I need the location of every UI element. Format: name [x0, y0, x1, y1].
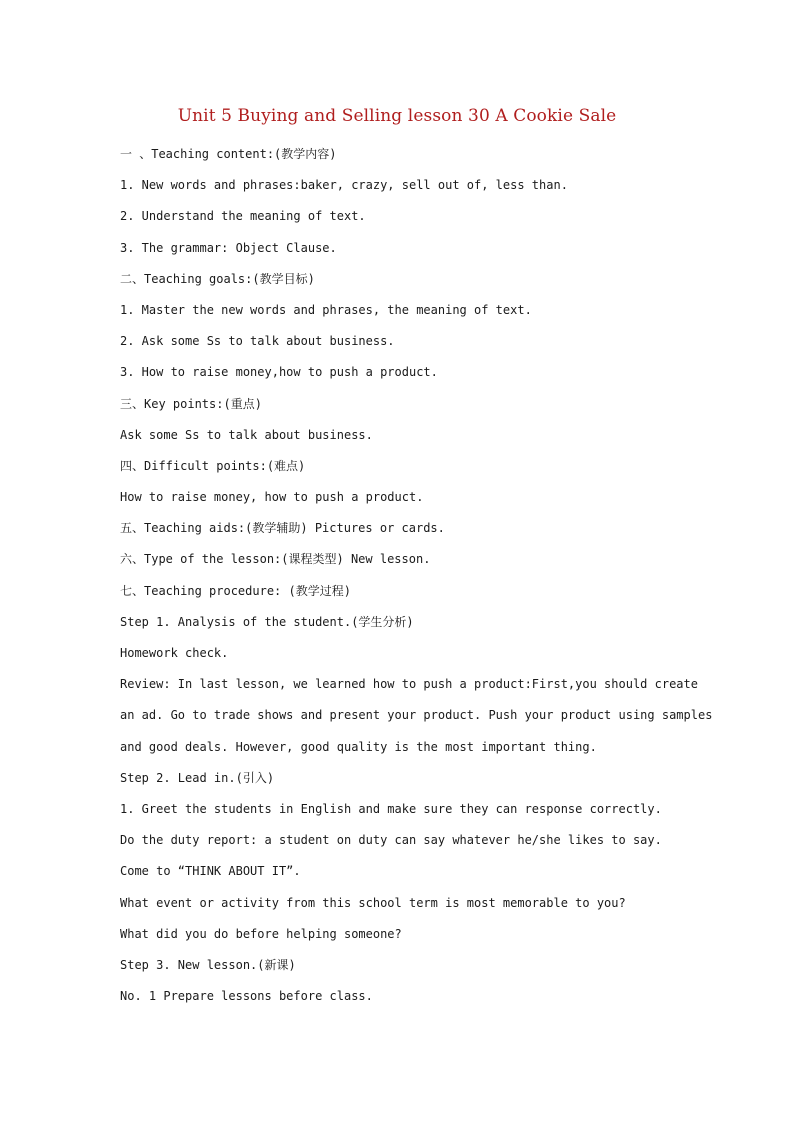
document-body — [120, 144, 720, 1017]
text-line: an ad. Go to trade shows and present your product. Push your product using samples — [120, 708, 713, 723]
text-line: 六、Type of the lesson:(课程类型) New lesson. — [120, 552, 431, 567]
text-line: 二、Teaching goals:(教学目标) — [120, 271, 315, 286]
text-line: 七、Teaching procedure: (教学过程) — [120, 583, 351, 598]
text-line: Step 3. New lesson.(新课) — [120, 957, 296, 972]
text-line: How to raise money, how to push a product. — [120, 490, 424, 505]
text-line: and good deals. However, good quality is the most important thing. — [120, 739, 597, 754]
text-line: 1. New words and phrases:baker, crazy, sell out of, less than. — [120, 178, 568, 193]
text-line: No. 1 Prepare lessons before class. — [120, 989, 373, 1004]
text-line: 一 、Teaching content:(教学内容) — [120, 147, 337, 161]
text-line: 2. Understand the meaning of text. — [120, 209, 366, 224]
text-line: Step 1. Analysis of the student.(学生分析) — [120, 614, 414, 629]
text-line: Step 2. Lead in.(引入) — [120, 770, 275, 785]
text-line: Ask some Ss to talk about business. — [120, 427, 373, 442]
text-line: Do the duty report: a student on duty can say whatever he/she likes to say. — [120, 833, 662, 848]
text-line: Review: In last lesson, we learned how to push a product:First,you should create — [120, 677, 698, 692]
text-line: Come to “THINK ABOUT IT”. — [120, 864, 301, 879]
text-line: 四、Difficult points:(难点) — [120, 458, 306, 473]
text-line: What did you do before helping someone? — [120, 926, 402, 941]
text-line: 五、Teaching aids:(教学辅助) Pictures or cards. — [120, 521, 445, 536]
text-line: 1. Master the new words and phrases, the meaning of text. — [120, 302, 532, 317]
text-line: 3. The grammar: Object Clause. — [120, 240, 337, 255]
text-line: 1. Greet the students in English and make sure they can response correctly. — [120, 801, 662, 816]
text-line: What event or activity from this school term is most memorable to you? — [120, 895, 626, 910]
document-title: Unit 5 Buying and Selling lesson 30 A Cookie Sale — [177, 106, 617, 126]
text-line: 3. How to raise money,how to push a product. — [120, 365, 438, 380]
text-line: 三、Key points:(重点) — [120, 396, 262, 411]
text-line: Homework check. — [120, 646, 229, 660]
text-line: 2. Ask some Ss to talk about business. — [120, 334, 395, 349]
